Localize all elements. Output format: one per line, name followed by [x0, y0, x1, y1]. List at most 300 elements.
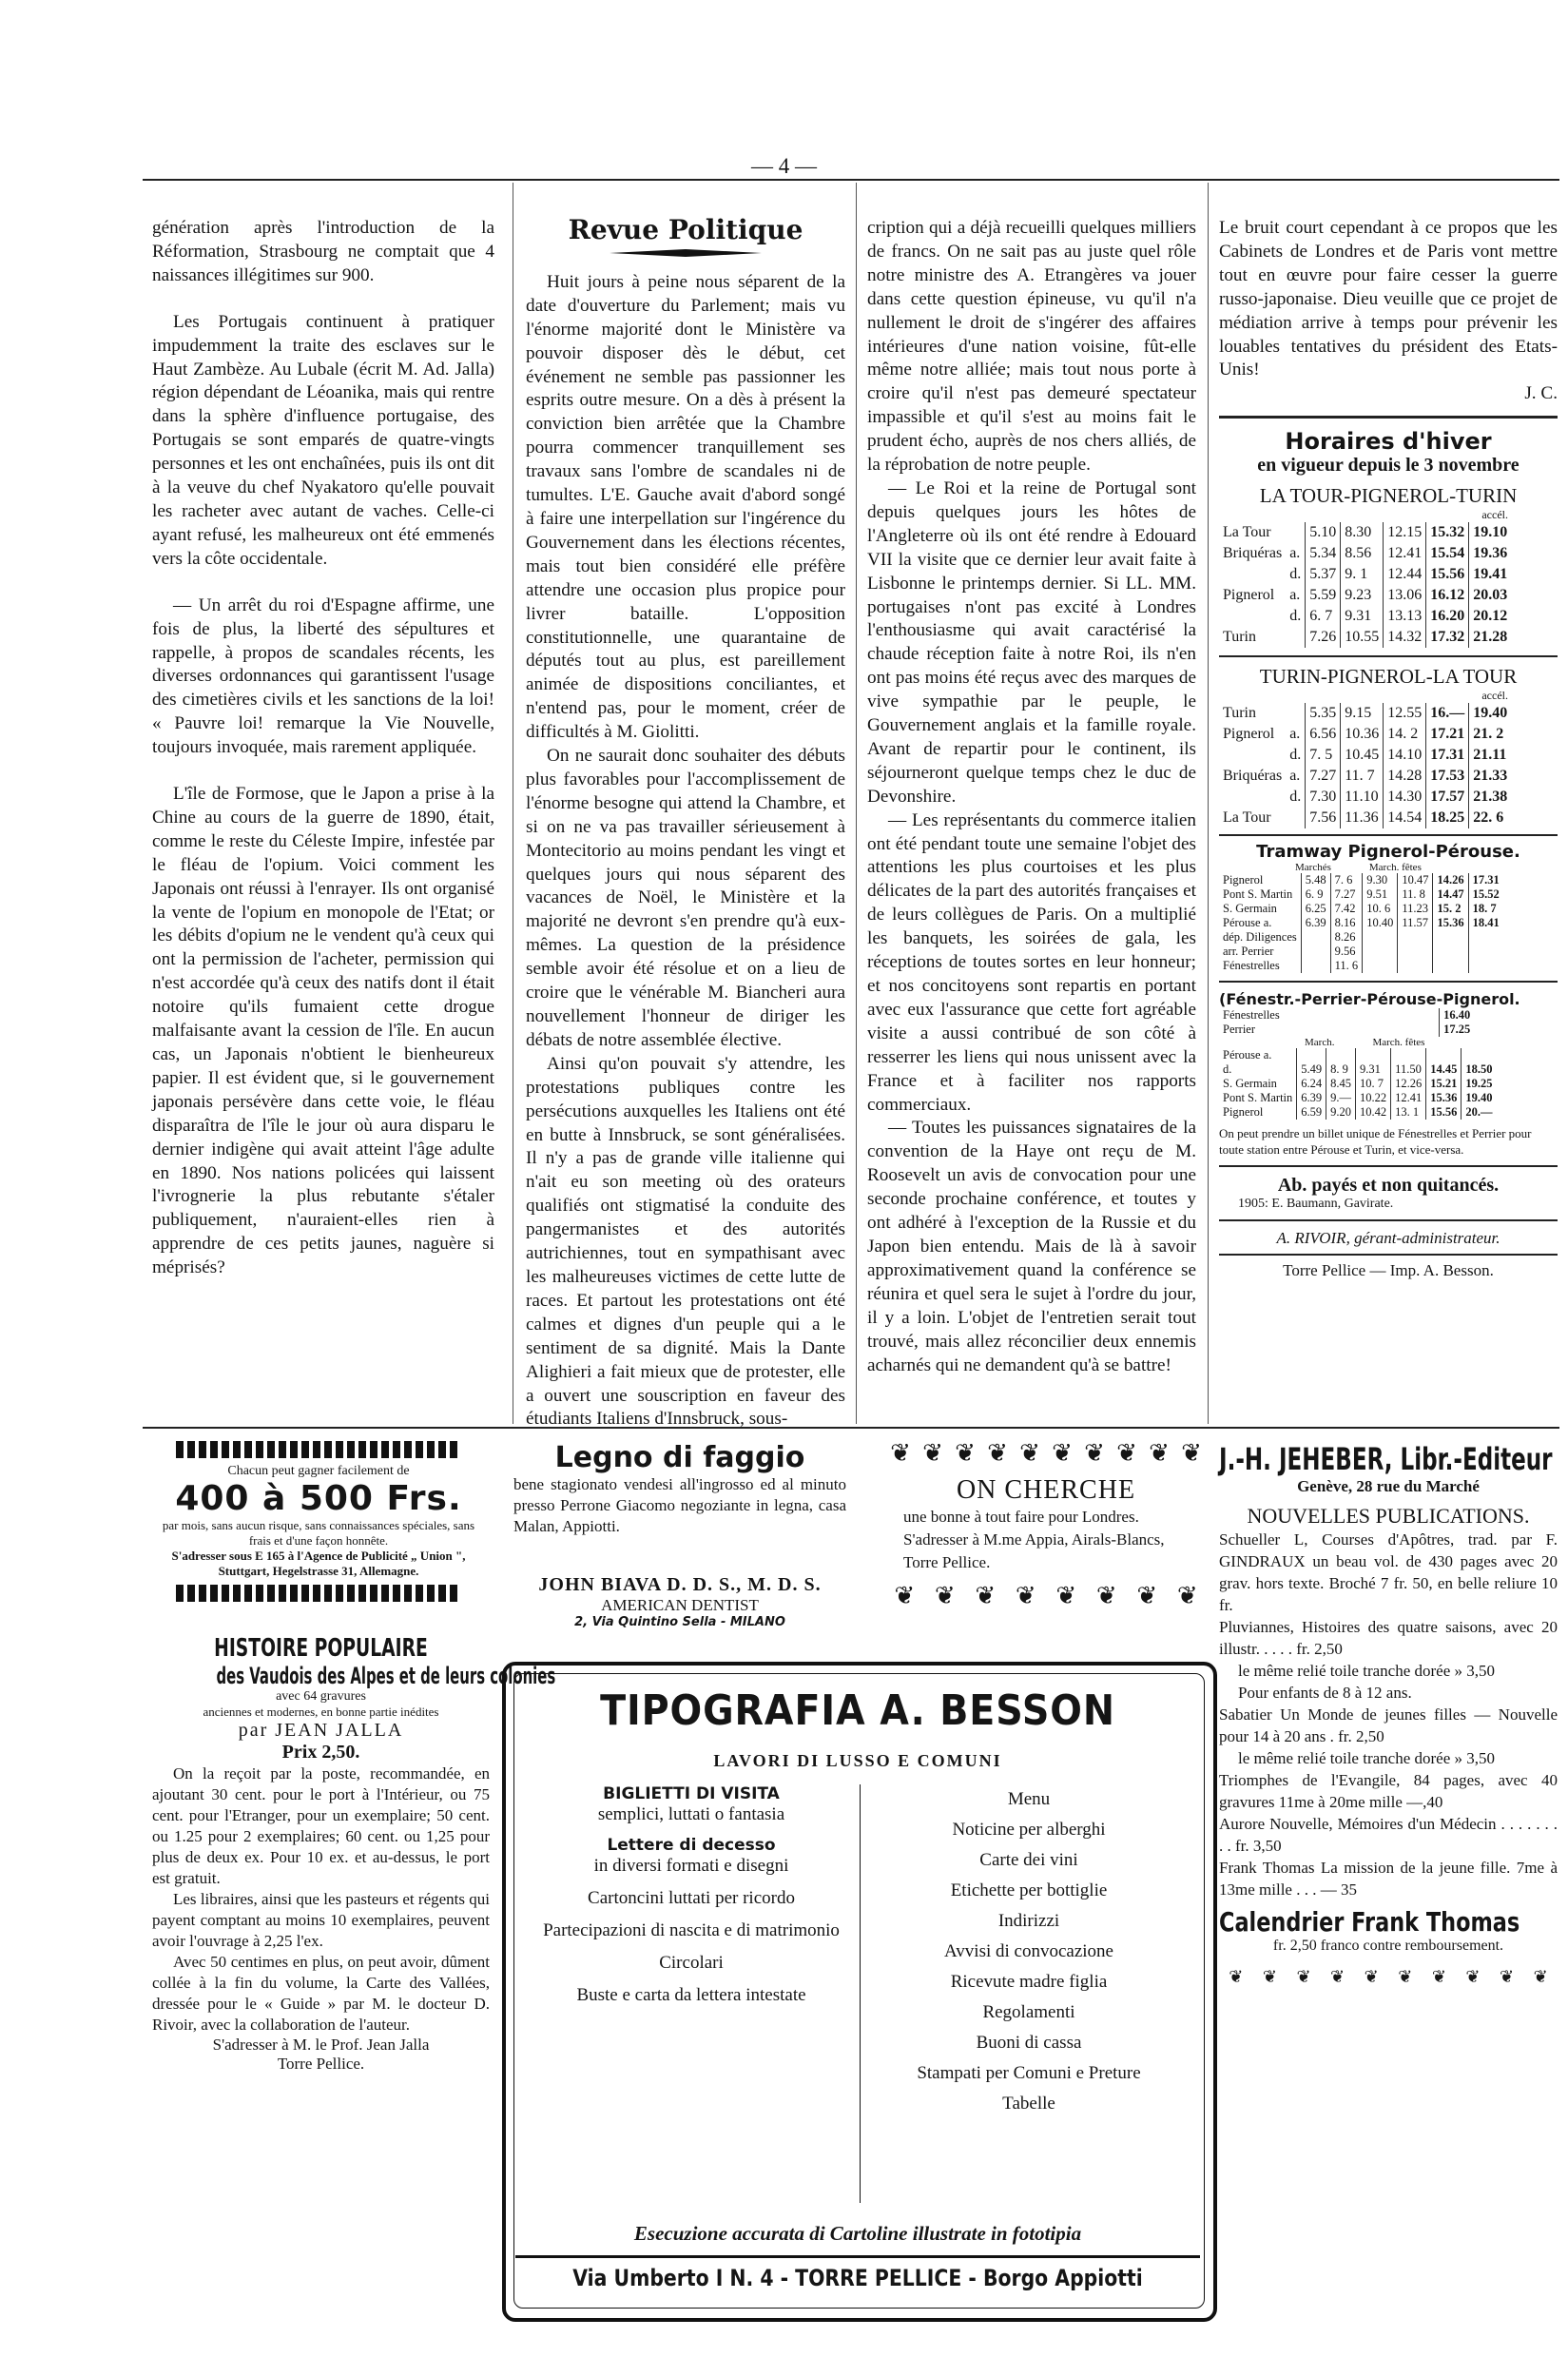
article-paragraph: génération après l'introduction de la Réformation, Strasbourg ne comptait que 4 naissances illégitimes sur 900. [152, 218, 494, 285]
timetable-cell: Briquéras [1223, 768, 1283, 785]
timetable-cell: 14.32 [1384, 627, 1426, 648]
timetable-cell: 14.26 [1433, 873, 1468, 887]
manager-line: A. RIVOIR, gérant-administrateur. [1276, 1229, 1500, 1248]
timetable-cell: Fénestrelles [1223, 959, 1280, 973]
timetable-cell: 10.55 [1341, 627, 1384, 648]
timetable-cell [1462, 1048, 1497, 1062]
column-2 [526, 214, 845, 1432]
timetable-cell: 16.20 [1426, 606, 1469, 627]
timetable-cell: 5.10 [1306, 522, 1341, 543]
besson-service-text: Cartoncini luttati per ricordo [588, 1888, 795, 1908]
timetable-cell [1468, 930, 1503, 945]
timetable-cell: a. [1289, 545, 1301, 562]
printer-line: Torre Pellice — Imp. A. Besson. [1283, 1261, 1494, 1280]
timetable-row [1219, 808, 1511, 828]
timetable-cell [1398, 959, 1433, 973]
besson-service-item [534, 1887, 848, 1910]
timetable-cell: 17.57 [1426, 787, 1469, 808]
subscriptions-line: 1905: E. Baumann, Gavirate. [1238, 1197, 1394, 1212]
timetable-cell: 12.55 [1384, 703, 1426, 724]
timetable-cell: 16.— [1426, 703, 1469, 724]
ad-title: ON CHERCHE [956, 1475, 1136, 1505]
article-paragraph: Les Portugais continuent à pratiquer impudemment la traite des esclaves sur le Haut Zambèze. Au Lubale (écrit M. Ad. Jalla) région dépendant de Léoanika, mais qui rentre dans la sphère d'influence portugaise, des Portugais se sont emparés de quatre-vingts personnes et les ont enchaînées, puis ils ont dit à la veuve du chef Nyakatoro qu'elle pouvait les racheter avec autant de vaches. Celle-ci ayant refusé, les malheureux ont été emmenés vers la côte occidentale. [152, 311, 494, 569]
timetable-cell [1356, 1048, 1391, 1062]
besson-product-item: Tabelle [1002, 2094, 1055, 2114]
timetable-cell: d. [1289, 789, 1302, 806]
timetable-cell: 13. 1 [1391, 1105, 1426, 1120]
timetable-1 [1219, 522, 1511, 648]
timetable-cell: a. [1289, 726, 1301, 743]
ad-item: Aurore Nouvelle, Mémoires d'un Médecin . . . . . . . . . fr. 3,50 [1219, 1815, 1558, 1855]
timetable-cell: 19.40 [1462, 1091, 1497, 1105]
column-rule [1208, 183, 1209, 1424]
article-paragraph: cription qui a déjà recueilli quelques milliers de francs. On ne sait pas au juste quel rôle notre ministre des A. Etrangères va jouer dans cette question épineuse, vu qu'il n'a nullement le droit de s'ingérer des affaires intérieures d'une nation voisine, fût-elle même notre alliée; mais tout nous porte à croire qu'il n'est pas demeuré spectateur impassible et qu'il s'est au moins fait le prudent écho, auprès de nos chers alliés, de la réprobation de notre peuple. [867, 218, 1196, 476]
column-4 [1219, 217, 1558, 1280]
timetable-cell: Pérouse a. [1223, 1048, 1272, 1062]
timetable-cell: 9.31 [1341, 606, 1384, 627]
timetable-cell: 6.39 [1301, 916, 1330, 930]
timetable-cell [1363, 959, 1398, 973]
timetable-cell [1391, 1048, 1426, 1062]
besson-service-item [534, 1784, 848, 1826]
ad-besson-frame [502, 1662, 1217, 2322]
timetable-row [1219, 606, 1511, 627]
timetable-cell: 17.31 [1468, 873, 1503, 887]
timetable-cell: 9.— [1326, 1091, 1356, 1105]
ad-line: AMERICAN DENTIST [601, 1596, 759, 1614]
timetable-cell: 8.16 [1330, 916, 1363, 930]
besson-service-text: in diversi formati e disegni [593, 1856, 789, 1876]
ad-paragraph: On la reçoit par la poste, recommandée, en ajoutant 30 cent. pour le port à l'Intérieur, ou 75 cent. pour l'Etranger, pour un exemplaire; 50 cent. ou 1.25 pour 2 exemplaires; 60 cent. ou 1,25 pour plus de deux ex. Pour 10 ex. et au-dessus, le port est gratuit. [152, 1764, 490, 1887]
timetable-cell: d. [1289, 608, 1302, 625]
timetable-2-title: TURIN-PIGNEROL-LA TOUR [1259, 665, 1518, 689]
ad-line: Genève, 28 rue du Marché [1297, 1477, 1480, 1495]
timetable-cell: 21.33 [1469, 766, 1512, 787]
timetable-cell: 5.37 [1306, 564, 1341, 585]
timetable-cell: 7. 6 [1330, 873, 1363, 887]
timetable-cell: 21.38 [1469, 787, 1512, 808]
ad-item: Sabatier Un Monde de jeunes filles — Nouvelle pour 14 à 20 ans . fr. 2,50 [1219, 1705, 1558, 1745]
timetable-cell: 14. 2 [1384, 724, 1426, 745]
timetable-cell: 22. 6 [1469, 808, 1512, 828]
timetable-cell: Briquéras [1223, 545, 1283, 562]
besson-service-text: semplici, luttati o fantasia [597, 1804, 785, 1824]
timetable-4-title: (Fénestr.-Perrier-Pérouse-Pignerol. [1219, 990, 1520, 1009]
timetable-cell [1433, 945, 1468, 959]
timetable-cell: 8.56 [1341, 543, 1384, 564]
ad-line: Chacun peut gagner facilement de [227, 1464, 410, 1478]
timetable-1-title: LA TOUR-PIGNEROL-TURIN [1259, 484, 1518, 508]
accel-label: accél. [1481, 689, 1508, 703]
ad-item: Pluviannes, Histoires des quatre saisons, avec 20 illustr. . . . . fr. 2,50 [1219, 1618, 1558, 1658]
ad-title: TIPOGRAFIA A. BESSON [600, 1686, 1115, 1735]
timetable-row [1219, 945, 1503, 959]
ad-title: des Vaudois des Alpes et de leurs colonies [216, 1663, 556, 1689]
timetable-4-head [1219, 1008, 1558, 1037]
timetable-row [1219, 887, 1503, 902]
timetable-row [1219, 1091, 1497, 1105]
timetable-cell: 10. 6 [1363, 902, 1398, 916]
timetable-cell: 6.39 [1297, 1091, 1326, 1105]
timetable-cell [1219, 564, 1286, 585]
timetable-cell: 10.42 [1356, 1105, 1391, 1120]
timetable-cell: Pignerol [1223, 873, 1264, 887]
timetable-cell: Pérouse a. [1223, 916, 1272, 930]
article-paragraph: — Les représentants du commerce italien ont été pendant toute une semaine l'objet des attentions les plus courtoises et les plus délicates de la part des autorités françaises et de leurs collègues de Paris. On a multiplié les banquets, les soirées de gala, les réceptions de toutes sortes en leur honneur; et nos concitoyens sont repartis en portant avec eux l'assurance que cette fort agréable visite a aussi contribué de son côté à resserrer les liens qui nous unissent avec la France et à faciliter nos rapports commerciaux. [867, 809, 1196, 1115]
timetable-cell [1326, 1048, 1356, 1062]
timetable-cell [1398, 930, 1433, 945]
timetable-cell: 15.21 [1426, 1077, 1462, 1091]
ad-divider [860, 1784, 861, 2203]
article-paragraph: L'île de Formose, que le Japon a prise à la Chine au cours de la guerre de 1890, était, comme le reste du Céleste Impire, infestée par le fléau de l'opium. Voici comment les Japonais ont réussi à l'enrayer. Ils ont organisé la vente de l'opium en monopole de l'Etat; or les débits d'opium ne le vendent qu'à ceux qui ont la permission de l'acheter, permission qui n'est accordée qu'à ceux des natifs dont il était notoire qu'ils fumaient cette drogue malfaisante avant la cession de l'île. En aucun cas, un Japonais n'obtient le bienheureux papier. Il est évident que, si le gouvernement japonais persévère dans cette voie, le fléau disparaîtra de l'île le jour où aura disparu le dernier indigène qui avait atteint l'âge adulte en 1890. Nos nations policées qui laissent l'ivrognerie la plus rebutante s'étaler publiquement, n'auraient-elles rien à apprendre de ces petits jaunes, naguère si méprisés? [152, 784, 494, 1278]
ad-item: Frank Thomas La mission de la jeune fille. 7me à 13me mille . . . — 35 [1219, 1859, 1558, 1899]
besson-product-item: Regolamenti [982, 2002, 1075, 2022]
timetable-cell: Pignerol [1223, 587, 1275, 604]
marches-label: Marchés [1295, 862, 1331, 874]
ad-text: bene stagionato vendesi all'ingrosso ed al minuto presso Perrone Giacomo negoziante in legna, casa Malan, Appiotti. [513, 1475, 846, 1535]
timetable-cell: La Tour [1223, 524, 1271, 541]
timetable-row [1219, 724, 1511, 745]
timetable-cell: 15.32 [1426, 522, 1469, 543]
timetable-cell: 19.25 [1462, 1077, 1497, 1091]
timetable-cell: 10.47 [1398, 873, 1433, 887]
timetable-cell: 21.28 [1469, 627, 1512, 648]
timetable-cell: 7. 5 [1306, 745, 1341, 766]
timetable-cell: 5.59 [1306, 585, 1341, 606]
timetable-cell: 15.36 [1433, 916, 1468, 930]
besson-product-item: Etichette per bottiglie [950, 1880, 1108, 1900]
timetable-cell: 17.53 [1426, 766, 1469, 787]
article-paragraph: — Toutes les puissances signataires de la convention de la Haye ont reçu de M. Roosevelt un avis de convocation pour une seconde prochaine conférence, et toutes y ont adhéré à l'exception de la Russie et du Japon bien entendu. Mais de là à savoir approximativement quand la conférence se réunira et quel sera le sujet à l'ordre du jour, il y a loin. L'objet de l'entretien serait tout trouvé, mais allez réconcilier deux ennemis acharnés qui ne demandent qu'à se battre! [867, 1118, 1196, 1375]
timetable-cell [1301, 959, 1330, 973]
ad-footer: Esecuzione accurata di Cartoline illustrate in fototipia [633, 2222, 1082, 2245]
timetable-row [1219, 703, 1511, 724]
timetable-row [1219, 959, 1503, 973]
timetable-cell: 9.31 [1356, 1062, 1391, 1077]
timetable-row [1219, 873, 1503, 887]
ad-jeheber [1219, 1441, 1558, 1989]
timetable-cell: 6.25 [1301, 902, 1330, 916]
timetable-cell: 11.23 [1398, 902, 1433, 916]
timetable-cell: 19.36 [1469, 543, 1512, 564]
timetable-cell: dép. Diligences [1223, 930, 1297, 945]
timetable-cell: 15.52 [1468, 887, 1503, 902]
ad-earnings [152, 1441, 485, 1602]
ad-section: NOUVELLES PUBLICATIONS. [1247, 1504, 1530, 1528]
ad-line: S'adresser sous E 165 à l'Agence de Publicité „ Union ", Stuttgart, Hegelstrasse 31, Allemagne. [171, 1549, 466, 1578]
timetable-cell: 12.41 [1384, 543, 1426, 564]
section-rule [1219, 416, 1558, 419]
timetable-cell: Pignerol [1223, 1105, 1264, 1120]
timetable-cell: La Tour [1223, 809, 1271, 827]
section-rule [1219, 1254, 1558, 1256]
timetable-cell: 7.27 [1306, 766, 1341, 787]
timetable-cell [1286, 703, 1306, 724]
ad-address: Via Umberto I N. 4 - TORRE PELLICE - Borgo Appiotti [572, 2265, 1143, 2291]
timetable-cell: S. Germain [1223, 902, 1277, 916]
section-title: Revue Politique [568, 214, 803, 245]
timetable-cell: 11.50 [1391, 1062, 1426, 1077]
timetable-cell: 6.24 [1297, 1077, 1326, 1091]
timetable-cell [1297, 1048, 1326, 1062]
ornament-border: ❦ ❦ ❦ ❦ ❦ ❦ ❦ ❦ [894, 1582, 1198, 1609]
timetable-cell: 8.45 [1326, 1077, 1356, 1091]
timetable-cell [1286, 522, 1306, 543]
timetable-cell: 16.40 [1440, 1008, 1558, 1023]
ad-item: le même relié toile tranche dorée » 3,50 [1238, 1749, 1495, 1767]
ornament-border: ❦ ❦ ❦ ❦ ❦ ❦ ❦ ❦ ❦ ❦ [1229, 1967, 1548, 1986]
timetable-cell: 11.10 [1341, 787, 1384, 808]
timetable-cell: 19.41 [1469, 564, 1512, 585]
timetable-row [1219, 543, 1511, 564]
timetable-cell: 14.28 [1384, 766, 1426, 787]
ad-paragraph: Les libraires, ainsi que les pasteurs et régents qui payent comptant au moins 10 exemplaires, peuvent avoir l'ouvrage à 2,25 l'ex. [152, 1890, 490, 1950]
timetable-cell: 10.22 [1356, 1091, 1391, 1105]
timetable-cell: a. [1289, 768, 1301, 785]
timetable-cell: 21. 2 [1469, 724, 1512, 745]
article-paragraph: Ainsi qu'on pouvait s'y attendre, les protestations publiques contre les persécutions auxquelles les Italiens ont été en butte à Innsbruck, se sont généralisées. Il n'y a pas de grande ville italienne qui n'ait eu son meeting où des orateurs qualifiés ont stigmatisé la conduite des pangermanistes et des autorités autrichiennes, tout en sympathisant avec les malheureuses victimes de cette lutte de races. Et partout les protestations ont été calmes et dignes d'un peuple qui a le sentiment de sa dignité. Mais la Dante Alighieri a fait mieux que de protester, elle a ouvert une souscription en faveur des étudiants Italiens d'Innsbruck, sous- [526, 1053, 845, 1430]
timetable-cell: 15.56 [1426, 1105, 1462, 1120]
timetable-cell: 9.15 [1341, 703, 1384, 724]
timetable-cell: 20.03 [1469, 585, 1512, 606]
timetable-cell: 7.30 [1306, 787, 1341, 808]
timetable-cell: 7.42 [1330, 902, 1363, 916]
timetable-cell: Pont S. Martin [1223, 887, 1293, 902]
timetable-4 [1219, 1048, 1497, 1120]
timetable-cell: 12.41 [1391, 1091, 1426, 1105]
timetable-cell: Turin [1223, 705, 1256, 722]
section-rule [1219, 834, 1558, 836]
besson-product-item: Ricevute madre figlia [950, 1972, 1108, 1992]
timetable-3-title: Tramway Pignerol-Pérouse. [1256, 842, 1520, 863]
page-number: — 4 — [751, 154, 817, 178]
timetable-row [1219, 627, 1511, 648]
ad-legno [513, 1441, 846, 1537]
besson-service-item [534, 1919, 848, 1942]
timetable-cell: 17.21 [1426, 724, 1469, 745]
section-rule [1219, 655, 1558, 657]
besson-product-item: Avvisi di convocazione [944, 1941, 1113, 1961]
besson-service-item [534, 1984, 848, 2007]
timetable-cell [1286, 808, 1306, 828]
title-ornament [610, 248, 762, 258]
timetable-cell: 10.40 [1363, 916, 1398, 930]
timetable-cell: 14.54 [1384, 808, 1426, 828]
timetable-cell: 19.40 [1469, 703, 1512, 724]
timetable-cell [1398, 945, 1433, 959]
timetable-cell [1219, 787, 1286, 808]
timetable-row [1219, 766, 1511, 787]
ad-contact: S'adresser à M. le Prof. Jean Jalla [212, 2036, 430, 2054]
ad-paragraph: Avec 50 centimes en plus, on peut avoir, dûment collée à la fin du volume, la Carte des Vallées, dressée pour le « Guide » par M. le docteur D. Rivoir, avec la collaboration de l'auteur. [152, 1953, 490, 2034]
march-fetes-label: March. fêtes [1372, 1037, 1425, 1049]
timetable-cell: S. Germain [1223, 1077, 1277, 1091]
timetable-cell [1301, 945, 1330, 959]
timetable-cell: 18.25 [1426, 808, 1469, 828]
timetable-cell: 21.11 [1469, 745, 1512, 766]
timetable-cell: 9.30 [1363, 873, 1398, 887]
timetable-cell [1363, 930, 1398, 945]
timetable-cell [1219, 745, 1286, 766]
timetable-cell: 14.30 [1384, 787, 1426, 808]
timetable-cell: 7.27 [1330, 887, 1363, 902]
timetable-row [1219, 585, 1511, 606]
timetable-title: Horaires d'hiver [1285, 428, 1492, 456]
besson-service-item [534, 1836, 848, 1878]
timetable-row [1219, 916, 1503, 930]
timetable-cell: 19.10 [1469, 522, 1512, 543]
besson-service-heading: Lettere di decesso [607, 1836, 776, 1855]
timetable-row [1219, 1023, 1558, 1037]
besson-service-heading: BIGLIETTI DI VISITA [603, 1784, 780, 1803]
timetable-cell: Perrier [1223, 1023, 1256, 1037]
timetable-cell: 14.45 [1426, 1062, 1462, 1077]
besson-service-text: Partecipazioni di nascita e di matrimonio [543, 1920, 840, 1940]
top-rule [143, 179, 1559, 181]
subscriptions-title: Ab. payés et non quitancés. [1277, 1175, 1500, 1197]
timetable-cell: 11.36 [1341, 808, 1384, 828]
ornament-border [176, 1585, 461, 1602]
timetable-cell: 9.51 [1363, 887, 1398, 902]
timetable-cell: 6. 9 [1301, 887, 1330, 902]
besson-product-item: Menu [1007, 1789, 1051, 1809]
besson-service-text: Buste e carta da lettera intestate [576, 1985, 806, 2005]
timetable-cell: 11. 7 [1341, 766, 1384, 787]
timetable-row [1219, 1062, 1497, 1077]
timetable-cell: 13.06 [1384, 585, 1426, 606]
timetable-cell: 14.10 [1384, 745, 1426, 766]
article-paragraph: On ne saurait donc souhaiter des débuts plus favorables pour l'accomplissement de l'énorme besogne qui attend la Chambre, et si on ne va pas travailler sérieusement à Montecitorio au moins pendant les vingt et quelques jours qui nous séparent des vacances de Noël, le Ministère et la majorité ne devront s'en prendre qu'à eux-mêmes. La question de la présidence semble avoir été résolue et on a lieu de croire que le vénérable M. Biancheri aura nouvellement l'honneur de diriger les débats de notre assemblée élective. [526, 746, 845, 1050]
timetable-row [1219, 1077, 1497, 1091]
timetable-cell [1433, 930, 1468, 945]
timetable-cell [1363, 945, 1398, 959]
timetable-cell: a. [1289, 587, 1301, 604]
ad-line: 2, Via Quintino Sella - MILANO [574, 1615, 785, 1629]
timetable-row [1219, 1048, 1497, 1062]
timetable-subtitle: en vigueur depuis le 3 novembre [1257, 455, 1520, 477]
ad-calendar: Calendrier Frank Thomas [1219, 1906, 1520, 1938]
timetable-cell: 14.47 [1433, 887, 1468, 902]
timetable-cell: Turin [1223, 629, 1256, 646]
timetable-row [1219, 745, 1511, 766]
march-label: March. [1305, 1037, 1335, 1049]
timetable-cell: 5.34 [1306, 543, 1341, 564]
timetable-cell: 15.36 [1426, 1091, 1462, 1105]
timetable-cell: 5.49 [1297, 1062, 1326, 1077]
timetable-cell: 8. 9 [1326, 1062, 1356, 1077]
timetable-row [1219, 1105, 1497, 1120]
ad-on-cherche [884, 1441, 1208, 1608]
timetable-cell: 9. 1 [1341, 564, 1384, 585]
besson-service-text: Circolari [659, 1953, 724, 1973]
ad-title: HISTOIRE POPULAIRE [214, 1634, 428, 1663]
timetable-cell [1286, 627, 1306, 648]
column-3 [867, 217, 1196, 1377]
ad-line: anciennes et modernes, en bonne partie inédites [203, 1705, 439, 1719]
timetable-cell: 12.26 [1391, 1077, 1426, 1091]
ad-histoire [152, 1634, 556, 2074]
timetable-cell: 13.13 [1384, 606, 1426, 627]
timetable-cell: d. [1289, 566, 1302, 583]
article-paragraph: Le bruit court cependant à ce propos que les Cabinets de Londres et de Paris vont mettre tout en œuvre pour faire cesser la guerre russo-japonaise. Dieu veuille que ce projet de médiation arrive à temps pour prévenir les louables tentatives du président des Etats-Unis! [1219, 218, 1558, 380]
timetable-cell: 9.23 [1341, 585, 1384, 606]
timetable-3 [1219, 873, 1503, 973]
besson-product-item: Carte dei vini [979, 1850, 1078, 1870]
timetable-cell [1468, 959, 1503, 973]
ad-headline: 400 à 500 Frs. [175, 1479, 462, 1518]
timetable-cell: Fénestrelles [1223, 1008, 1280, 1023]
besson-service-item [534, 1952, 848, 1975]
timetable-cell: 15.54 [1426, 543, 1469, 564]
timetable-cell: 16.12 [1426, 585, 1469, 606]
timetable-cell: 17.25 [1440, 1023, 1558, 1037]
column-1 [152, 217, 494, 1280]
timetable-cell: 5.48 [1301, 873, 1330, 887]
timetable-cell: 9.20 [1326, 1105, 1356, 1120]
timetable-cell: 20.12 [1469, 606, 1512, 627]
timetable-cell: 15.56 [1426, 564, 1469, 585]
ad-title: J.-H. JEHEBER, Libr.-Editeur [1219, 1441, 1553, 1477]
ad-subtitle: LAVORI DI LUSSO E COMUNI [713, 1751, 1002, 1770]
timetable-cell: d. [1223, 1062, 1232, 1077]
timetable-cell: 6.59 [1297, 1105, 1326, 1120]
timetable-cell: 11. 6 [1330, 959, 1363, 973]
timetable-cell: 10. 7 [1356, 1077, 1391, 1091]
signature: J. C. [1524, 383, 1558, 404]
timetable-row [1219, 930, 1503, 945]
ornament-border [176, 1441, 461, 1458]
timetable-cell: 11.57 [1398, 916, 1433, 930]
ad-title: Legno di faggio [554, 1441, 805, 1474]
ad-dentist [513, 1574, 846, 1629]
timetable-cell: arr. Perrier [1223, 945, 1274, 959]
timetable-row [1219, 787, 1511, 808]
timetable-cell: 7.26 [1306, 627, 1341, 648]
section-rule [1219, 1165, 1558, 1167]
timetable-cell: 17.31 [1426, 745, 1469, 766]
timetable-cell: 8.30 [1341, 522, 1384, 543]
section-rule [1219, 981, 1558, 983]
ad-line: fr. 2,50 franco contre remboursement. [1272, 1938, 1504, 1954]
timetable-cell: Pignerol [1223, 726, 1275, 743]
timetable-row [1219, 902, 1503, 916]
ad-contact: Torre Pellice. [277, 2055, 365, 2073]
timetable-cell [1426, 1048, 1462, 1062]
ornament-border: ❦ ❦ ❦ ❦ ❦ ❦ ❦ ❦ ❦ ❦ [890, 1439, 1202, 1467]
ad-line: avec 64 gravures [276, 1689, 366, 1704]
article-paragraph: — Le Roi et la reine de Portugal sont depuis quelques jours les hôtes de l'Angleterre où ils ont été rendre à Edouard VII la visite que ce dernier leur avait faite à Lisbonne le printemps dernier. Si LL. MM. portugaises n'ont pas excité à Londres l'enthousiasme qui avait caractérisé la chaude réception faite à notre Roi, ils n'en ont pas moins été reçus avec des marques de vive sympathie par le peuple, le Gouvernement anglais et la famille royale. Avant de repartir pour le continent, ils séjourneront quelque temps chez le duc de Devonshire. [867, 477, 1196, 807]
ad-name: JOHN BIAVA D. D. S., M. D. S. [538, 1574, 822, 1595]
timetable-cell: 12.44 [1384, 564, 1426, 585]
timetable-cell: 12.15 [1384, 522, 1426, 543]
timetable-cell: 20.— [1462, 1105, 1497, 1120]
timetable-cell: 18. 7 [1468, 902, 1503, 916]
ad-line: par mois, sans aucun risque, sans connaissances spéciales, sans frais et d'une façon honnête. [162, 1518, 475, 1548]
timetable-cell: 9.56 [1330, 945, 1363, 959]
timetable-cell [1433, 959, 1468, 973]
timetable-cell: 8.26 [1330, 930, 1363, 945]
timetable-cell [1468, 945, 1503, 959]
timetable-cell: 6. 7 [1306, 606, 1341, 627]
timetable-cell: 17.32 [1426, 627, 1469, 648]
timetable-cell [1301, 930, 1330, 945]
besson-product-item: Stampati per Comuni e Preture [917, 2063, 1141, 2083]
timetable-cell: 10.45 [1341, 745, 1384, 766]
timetable-cell: 11. 8 [1398, 887, 1433, 902]
timetable-cell: 7.56 [1306, 808, 1341, 828]
timetable-cell: 15. 2 [1433, 902, 1468, 916]
timetable-cell: 10.36 [1341, 724, 1384, 745]
